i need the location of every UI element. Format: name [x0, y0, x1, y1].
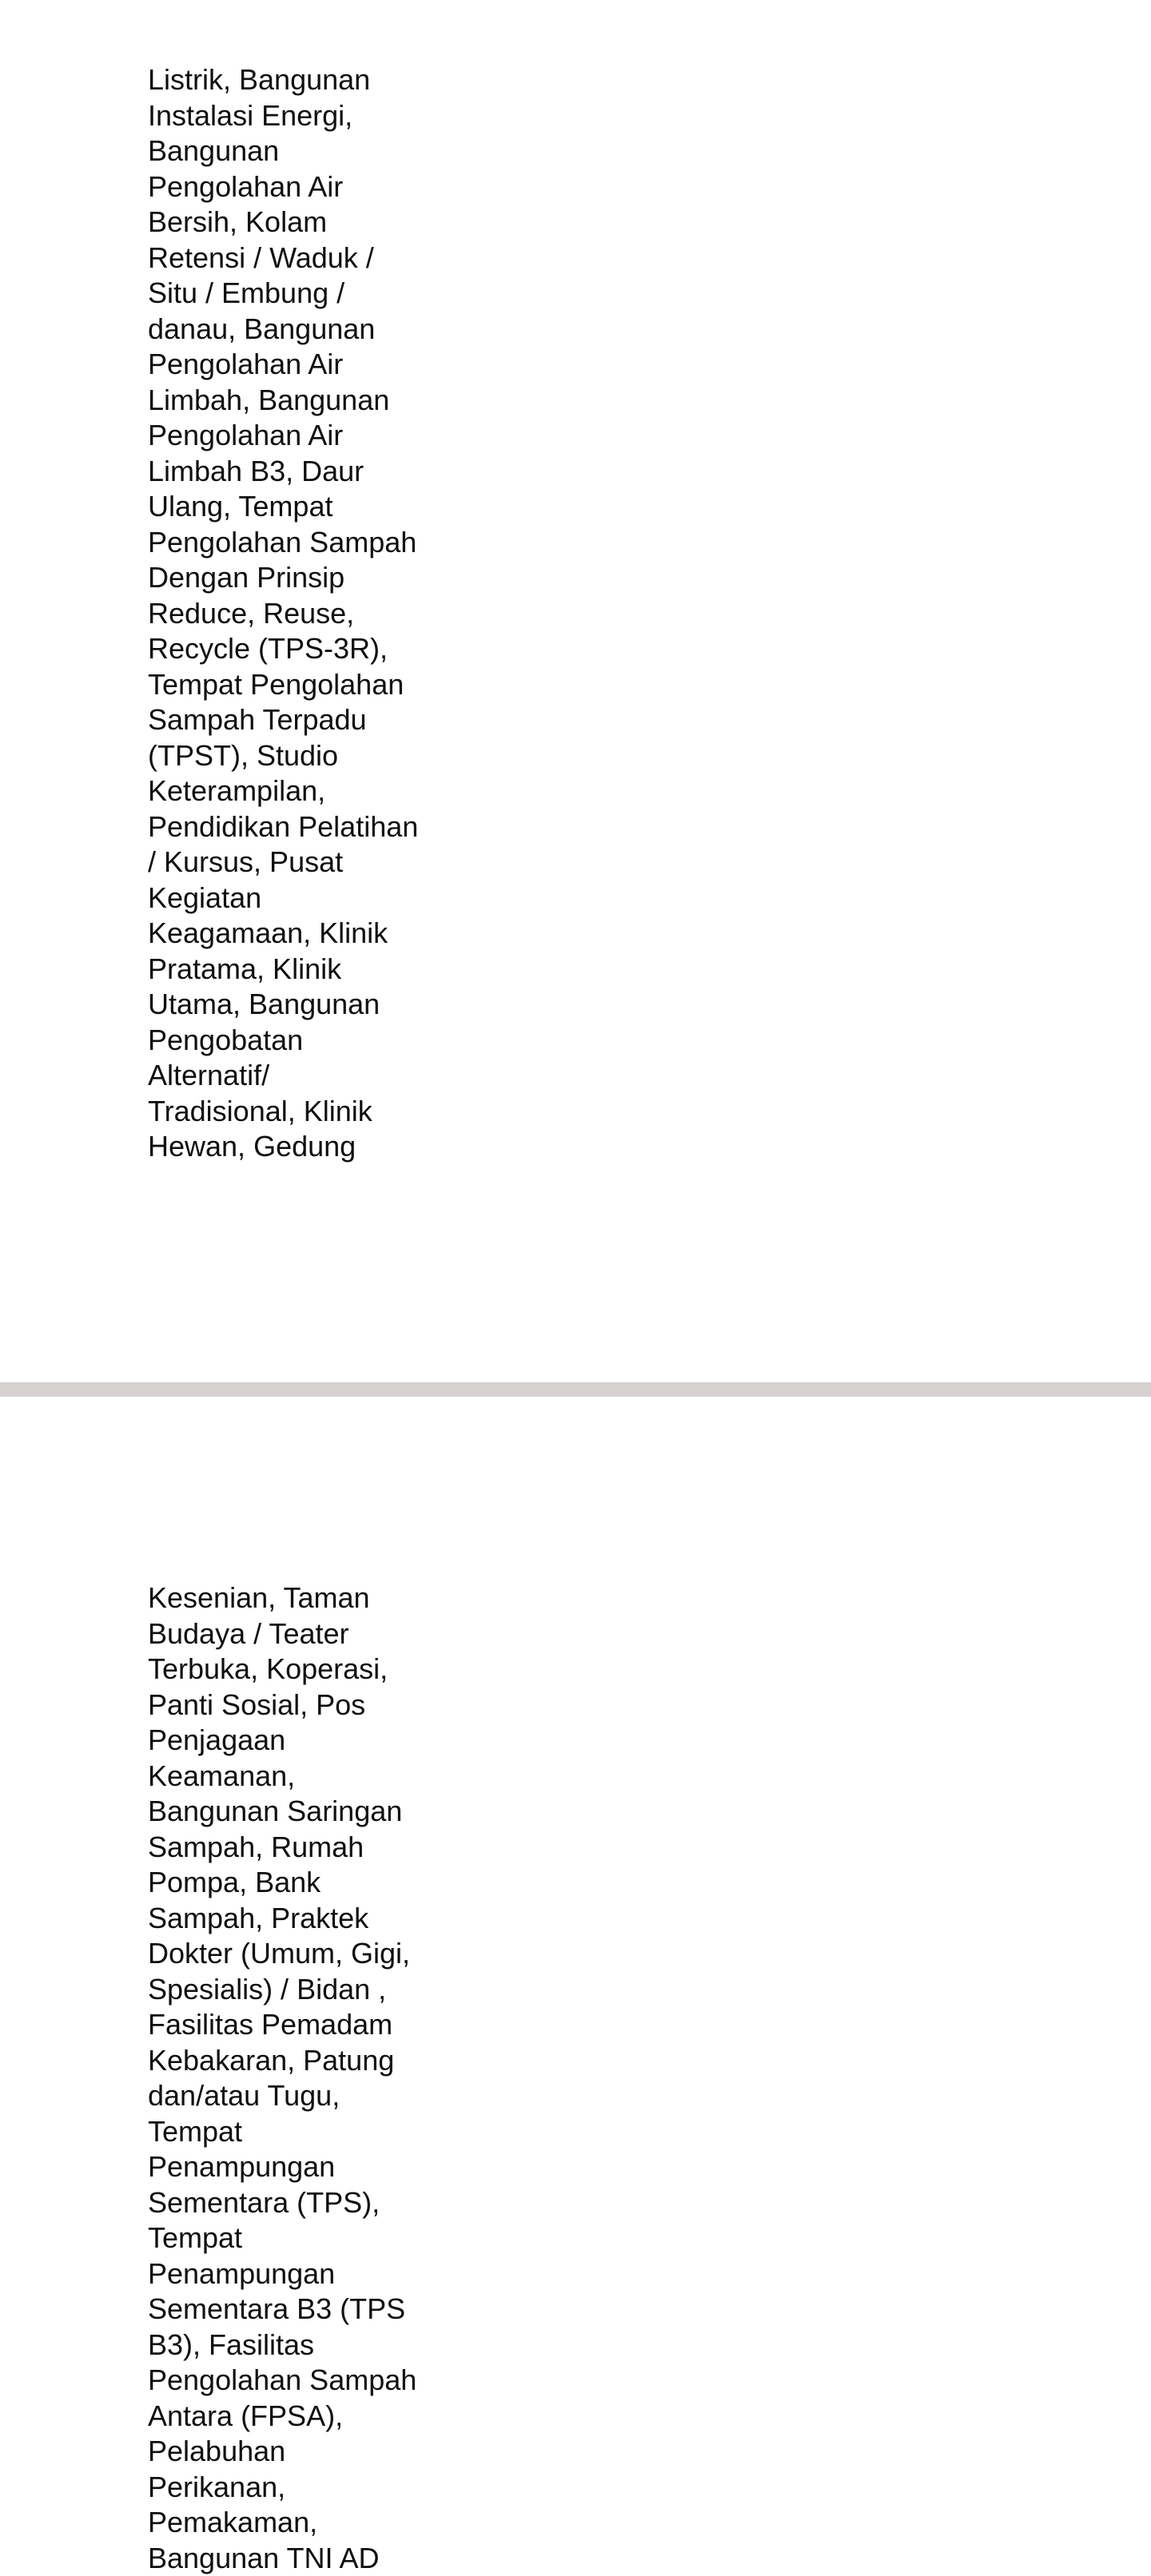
text-line: Instalasi Energi,: [148, 98, 468, 134]
text-line: Listrik, Bangunan: [148, 62, 468, 98]
text-line: Dokter (Umum, Gigi,: [148, 1936, 468, 1972]
text-line: Panti Sosial, Pos: [148, 1688, 468, 1723]
text-line: Pengolahan Air: [148, 347, 468, 383]
text-line: Tradisional, Klinik: [148, 1094, 468, 1130]
page-divider: [0, 1382, 1151, 1397]
text-line: Tempat Pengolahan: [148, 667, 468, 703]
text-line: Penampungan: [148, 2256, 468, 2292]
text-line: Pompa, Bank: [148, 1865, 468, 1901]
text-line: Pengolahan Air: [148, 418, 468, 454]
text-line: Limbah, Bangunan: [148, 383, 468, 419]
text-line: Kesenian, Taman: [148, 1580, 468, 1616]
text-line: Bangunan: [148, 133, 468, 169]
text-line: Sampah, Rumah: [148, 1830, 468, 1866]
text-line: Perikanan,: [148, 2470, 468, 2506]
text-line: Penampungan: [148, 2149, 468, 2185]
text-line: Pendidikan Pelatihan: [148, 809, 468, 845]
text-line: Reduce, Reuse,: [148, 596, 468, 632]
text-line: Sampah Terpadu: [148, 702, 468, 738]
document-page-2: [0, 1397, 1151, 2557]
text-line: Pengolahan Air: [148, 169, 468, 205]
text-line: Pengolahan Sampah: [148, 525, 468, 561]
text-line: Kebakaran, Patung: [148, 2043, 468, 2079]
text-line: Pengobatan: [148, 1023, 468, 1059]
text-line: danau, Bangunan: [148, 312, 468, 348]
text-line: Keagamaan, Klinik: [148, 916, 468, 952]
text-line: (TPST), Studio: [148, 738, 468, 774]
text-line: Ulang, Tempat: [148, 489, 468, 525]
text-line: dan/atau Tugu,: [148, 2078, 468, 2114]
text-line: Spesialis) / Bidan ,: [148, 1972, 468, 2008]
text-line: Situ / Embung /: [148, 276, 468, 312]
text-line: Budaya / Teater: [148, 1616, 468, 1652]
text-line: Tempat: [148, 2114, 468, 2150]
text-line: B3), Fasilitas: [148, 2328, 468, 2363]
text-line: Bersih, Kolam: [148, 205, 468, 241]
text-line: Bangunan Saringan: [148, 1794, 468, 1830]
text-line: Bangunan TNI AD: [148, 2541, 468, 2576]
text-line: / Kursus, Pusat: [148, 845, 468, 881]
page-1-text-block: [148, 62, 468, 1165]
page-2-text-block: [148, 1580, 468, 2576]
text-line: Dengan Prinsip: [148, 560, 468, 596]
text-line: Keterampilan,: [148, 773, 468, 809]
text-line: Tempat: [148, 2220, 468, 2256]
text-line: Hewan, Gedung: [148, 1129, 468, 1165]
text-line: Pemakaman,: [148, 2505, 468, 2541]
text-line: Pelabuhan: [148, 2434, 468, 2470]
text-line: Fasilitas Pemadam: [148, 2007, 468, 2043]
text-line: Sementara (TPS),: [148, 2185, 468, 2221]
text-line: Recycle (TPS-3R),: [148, 631, 468, 667]
text-line: Limbah B3, Daur: [148, 454, 468, 490]
text-line: Sementara B3 (TPS: [148, 2292, 468, 2328]
text-line: Penjagaan: [148, 1723, 468, 1759]
text-line: Terbuka, Koperasi,: [148, 1652, 468, 1688]
text-line: Pratama, Klinik: [148, 952, 468, 988]
text-line: Pengolahan Sampah: [148, 2363, 468, 2399]
text-line: Alternatif/: [148, 1058, 468, 1094]
text-line: Antara (FPSA),: [148, 2399, 468, 2435]
text-line: Kegiatan: [148, 881, 468, 916]
text-line: Utama, Bangunan: [148, 987, 468, 1023]
text-line: Retensi / Waduk /: [148, 241, 468, 276]
text-line: Keamanan,: [148, 1759, 468, 1795]
text-line: Sampah, Praktek: [148, 1901, 468, 1937]
